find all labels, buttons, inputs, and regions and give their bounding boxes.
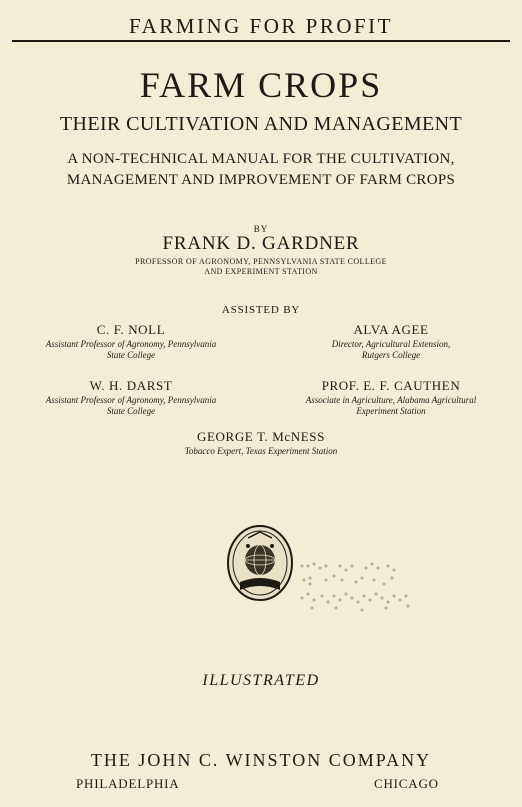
assistant-title: Tobacco Expert, Texas Experiment Station — [184, 446, 338, 456]
assistant-title-line: Assistant Professor of Agronomy, Pennsylvania — [45, 395, 217, 405]
author-name: FRANK D. GARDNER — [162, 233, 360, 254]
series-heading: FARMING FOR PROFIT — [129, 14, 393, 38]
assistant-title-line: Associate in Agriculture, Alabama Agricultural — [305, 395, 477, 405]
by-label: BY — [253, 224, 269, 234]
description-line: A NON-TECHNICAL MANUAL FOR THE CULTIVATION, — [67, 151, 455, 167]
publisher-city: PHILADELPHIA — [76, 776, 180, 791]
assistant-title — [2, 395, 260, 417]
assistant-title — [262, 395, 520, 417]
assistant-title-line: Assistant Professor of Agronomy, Pennsylvania — [45, 339, 217, 349]
library-stamp-icon — [296, 558, 418, 614]
assistant-title-line: State College — [106, 350, 156, 360]
assistant-title-line: Rutgers College — [361, 350, 421, 360]
assistant-title — [262, 339, 520, 361]
assistant-title-line: Director, Agricultural Extension, — [331, 339, 451, 349]
series-rule — [12, 40, 510, 42]
publisher-name: THE JOHN C. WINSTON COMPANY — [90, 750, 432, 770]
illustrated-label: ILLUSTRATED — [202, 672, 320, 689]
assistant-title-line: Experiment Station — [356, 406, 426, 416]
assistant-name: ALVA AGEE — [353, 322, 429, 337]
assistant-name: C. F. NOLL — [96, 322, 166, 337]
author-affiliation: PROFESSOR OF AGRONOMY, PENNSYLVANIA STATE COLLEGE — [135, 257, 387, 266]
description-line: MANAGEMENT AND IMPROVEMENT OF FARM CROPS — [66, 172, 456, 188]
book-subtitle: THEIR CULTIVATION AND MANAGEMENT — [59, 113, 463, 135]
publisher-city: CHICAGO — [374, 776, 439, 791]
assistant-title-line: State College — [106, 406, 156, 416]
author-affiliation: AND EXPERIMENT STATION — [204, 267, 318, 276]
assistant-name: PROF. E. F. CAUTHEN — [321, 378, 461, 393]
assistant-title — [2, 339, 260, 361]
book-title: FARM CROPS — [139, 65, 383, 105]
assistant-name: W. H. DARST — [89, 378, 173, 393]
assisted-by-label: ASSISTED BY — [221, 304, 301, 316]
globe-emblem-icon — [226, 524, 294, 602]
assistant-name: GEORGE T. McNESS — [197, 429, 325, 444]
